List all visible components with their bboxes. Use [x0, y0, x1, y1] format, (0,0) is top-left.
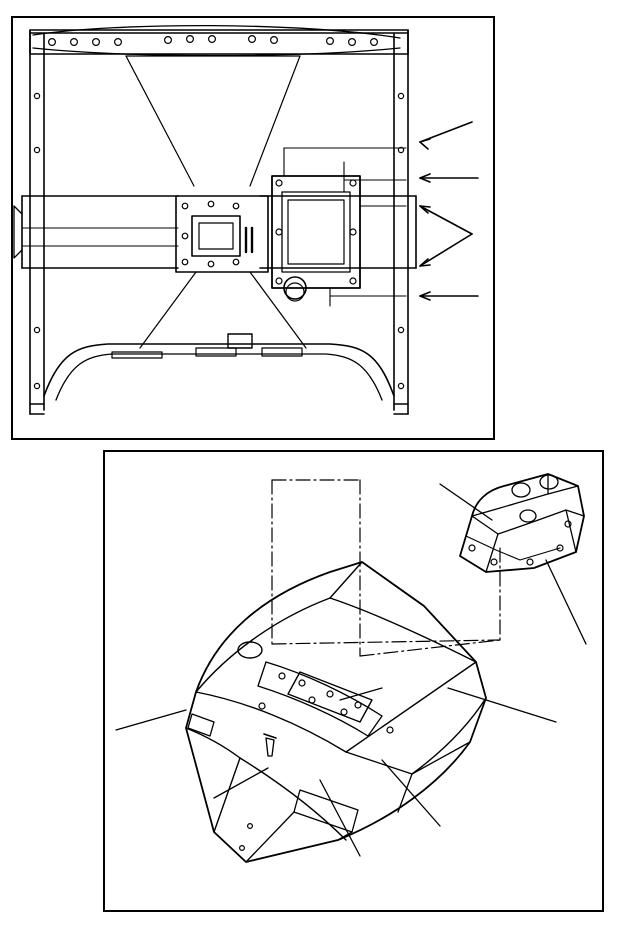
figure-exploded-view [103, 450, 604, 912]
figure-top-view [11, 16, 495, 440]
